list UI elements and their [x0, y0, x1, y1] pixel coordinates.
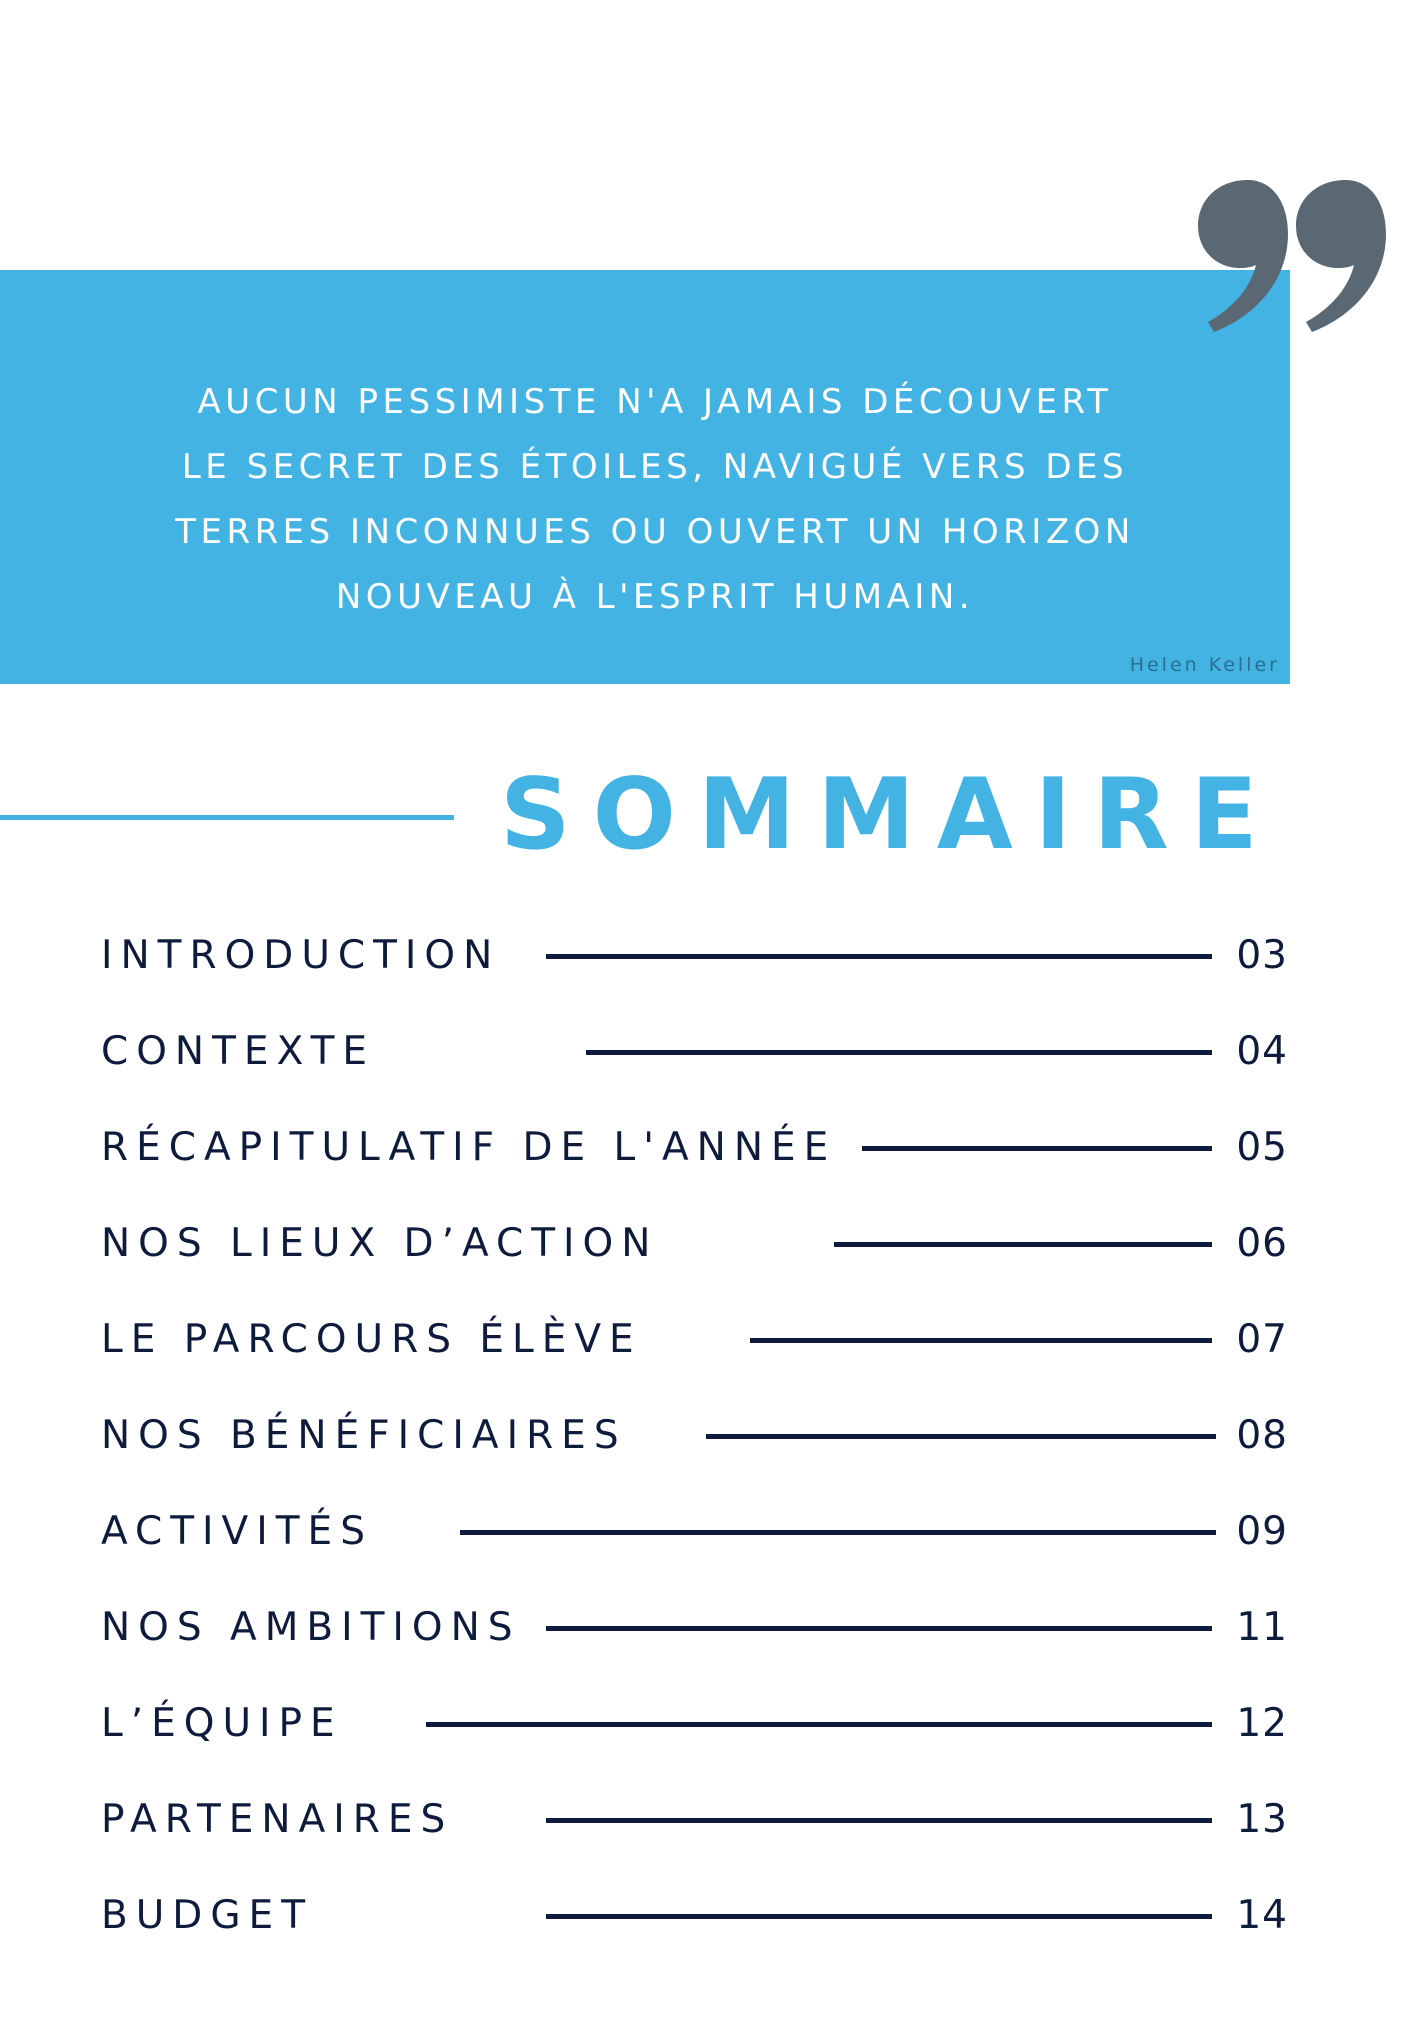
toc-item-page: 11 — [1236, 1605, 1288, 1650]
toc-item-equipe[interactable] — [0, 1694, 1428, 1754]
toc-leader-line — [546, 1626, 1212, 1631]
toc-item-label: L’ÉQUIPE — [101, 1701, 343, 1746]
toc-item-introduction[interactable] — [0, 926, 1428, 986]
toc-item-page: 06 — [1236, 1221, 1288, 1266]
toc-leader-line — [586, 1050, 1212, 1055]
toc-item-label: NOS BÉNÉFICIAIRES — [101, 1413, 627, 1458]
toc-item-budget[interactable] — [0, 1886, 1428, 1946]
toc-item-contexte[interactable] — [0, 1022, 1428, 1082]
toc-item-page: 12 — [1236, 1701, 1288, 1746]
quote-line: AUCUN PESSIMISTE N'A JAMAIS DÉCOUVERT — [197, 382, 1113, 422]
toc-item-page: 14 — [1236, 1893, 1288, 1938]
toc-item-partenaires[interactable] — [0, 1790, 1428, 1850]
toc-item-recapitulatif[interactable] — [0, 1118, 1428, 1178]
toc-leader-line — [546, 1914, 1212, 1919]
toc-item-label: CONTEXTE — [101, 1029, 376, 1074]
toc-leader-line — [862, 1146, 1212, 1151]
toc-item-activites[interactable] — [0, 1502, 1428, 1562]
toc-item-beneficiaires[interactable] — [0, 1406, 1428, 1466]
toc-item-page: 04 — [1236, 1029, 1288, 1074]
toc-item-page: 07 — [1236, 1317, 1288, 1362]
toc-item-lieux-action[interactable] — [0, 1214, 1428, 1274]
toc-leader-line — [706, 1434, 1216, 1439]
toc-leader-line — [546, 954, 1212, 959]
toc-item-label: INTRODUCTION — [101, 933, 501, 978]
toc-item-ambitions[interactable] — [0, 1598, 1428, 1658]
toc-item-label: NOS AMBITIONS — [101, 1605, 521, 1650]
quote-line: NOUVEAU À L'ESPRIT HUMAIN. — [335, 577, 975, 617]
toc-leader-line — [834, 1242, 1212, 1247]
toc-item-label: ACTIVITÉS — [101, 1509, 373, 1554]
page-title: SOMMAIRE — [500, 758, 1280, 872]
toc-item-page: 03 — [1236, 933, 1288, 978]
toc-leader-line — [460, 1530, 1216, 1535]
toc-item-page: 08 — [1236, 1413, 1288, 1458]
toc-item-label: LE PARCOURS ÉLÈVE — [101, 1317, 642, 1362]
quote-line: LE SECRET DES ÉTOILES, NAVIGUÉ VERS DES — [181, 447, 1129, 487]
toc-item-label: PARTENAIRES — [101, 1797, 454, 1842]
toc-item-page: 09 — [1236, 1509, 1288, 1554]
toc-item-page: 05 — [1236, 1125, 1288, 1170]
quote-line: TERRES INCONNUES OU OUVERT UN HORIZON — [175, 512, 1135, 552]
toc-item-label: BUDGET — [101, 1893, 314, 1938]
toc-leader-line — [426, 1722, 1212, 1727]
toc-item-page: 13 — [1236, 1797, 1288, 1842]
toc-item-label: NOS LIEUX D’ACTION — [101, 1221, 659, 1266]
toc-item-parcours-eleve[interactable] — [0, 1310, 1428, 1370]
toc-item-label: RÉCAPITULATIF DE L'ANNÉE — [101, 1125, 837, 1170]
toc-leader-line — [546, 1818, 1212, 1823]
toc-leader-line — [750, 1338, 1212, 1343]
quote-author: Helen Keller — [1129, 654, 1280, 676]
